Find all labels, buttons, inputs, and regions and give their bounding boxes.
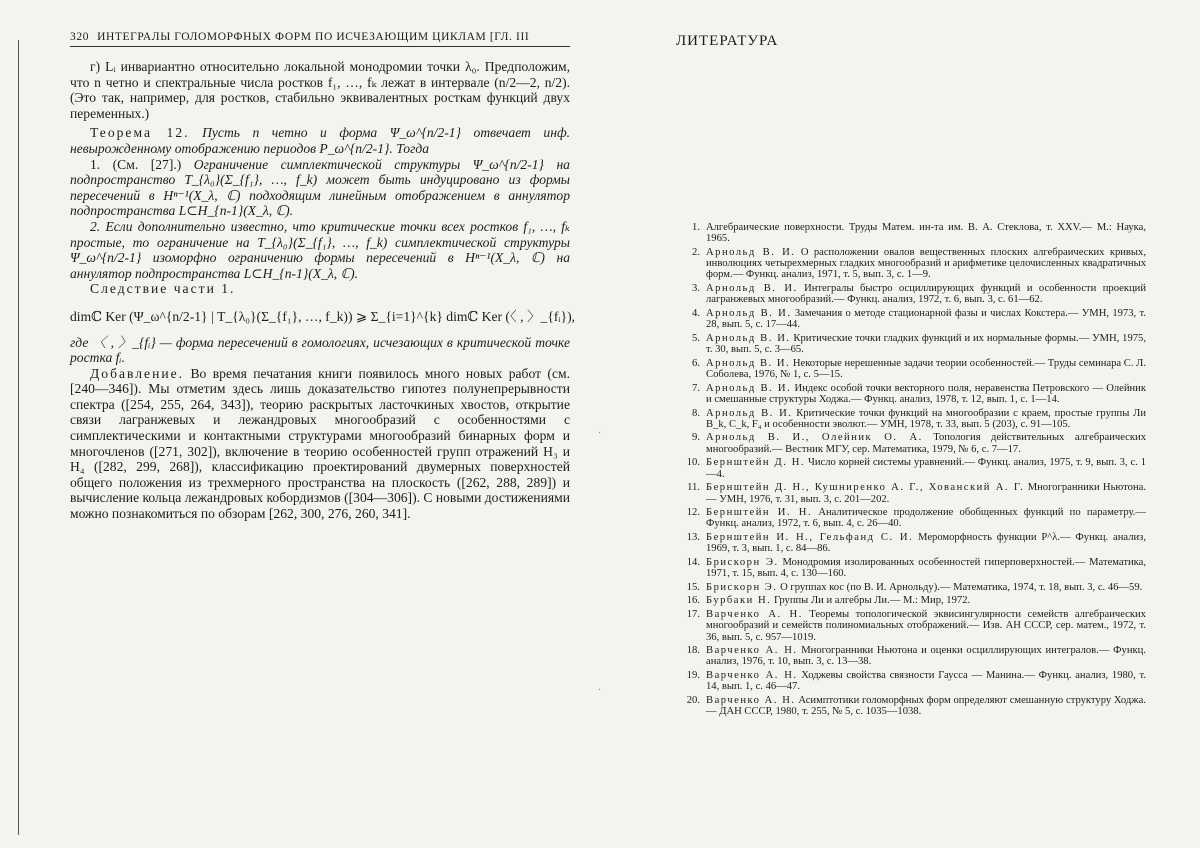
reference-text: Некоторые нерешенные задачи теории особенностей.— Труды семинара С. Л. Соболева, 1976, № 1, с. 5—15. [706, 357, 1147, 381]
reference-author: Варченко А. Н. [706, 608, 803, 620]
reference-author: Варченко А. Н. [706, 694, 796, 706]
reference-author: Арнольд В. И. [706, 246, 796, 258]
reference-text: Алгебраические поверхности. Труды Матем. ин-та им. В. А. Стеклова, т. XXV.— М.: Наука, 1965. [706, 222, 1146, 245]
reference-author: Бурбаки Н. [706, 595, 772, 607]
item1-text: Ограничение симплектической структуры Ψ_ω^{n/2-1} на подпространство T_{λ₀}(Σ_{f₁}, …, f_k) может быть индуцировано из формы пересечений в Hⁿ⁻¹(X_λ, ℂ) подходящим линейным отображением в аннулятор подпространства L⊂H_{n-1}(X_λ, ℂ). [70, 156, 570, 219]
reference-text: Монодромия изолированных особенностей гиперповерхностей.— Математика, 1971, т. 15, вып. 4, с. 130—160. [706, 556, 1146, 580]
reference-item [676, 595, 1146, 606]
reference-list [676, 222, 1146, 718]
reference-author: Арнольд В. И. [706, 382, 792, 394]
reference-item [676, 222, 1146, 245]
reference-number: 1. [692, 222, 700, 233]
running-head [70, 30, 570, 47]
reference-item [676, 532, 1146, 555]
reference-text: Топология действительных алгебраических многообразий.— Вестник МГУ, сер. Математика, 1979, № 6, с. 7—17. [706, 432, 1146, 455]
reference-number: 16. [686, 595, 700, 607]
theorem-item-1 [70, 157, 570, 219]
reference-author: Брискорн Э. [706, 556, 779, 568]
reference-text: Замечания о методе стационарной фазы и числах Кокстера.— УМН, 1973, т. 28, вып. 5, с. 17—44. [706, 307, 1146, 331]
theorem-12 [70, 125, 570, 156]
reference-author: Бернштейн И. Н., Гельфанд С. И. [706, 531, 914, 543]
reference-text: О группах кос (по В. И. Арнольду).— Математика, 1974, т. 18, вып. 3, с. 46—59. [780, 581, 1143, 593]
reference-text: Аналитическое продолжение обобщенных функций по параметру.— Функц. анализ, 1972, т. 6, вып. 4, с. 26—40. [706, 507, 1146, 530]
reference-number: 10. [686, 457, 700, 469]
reference-item [676, 645, 1146, 668]
reference-number: 18. [686, 645, 700, 657]
reference-author: Арнольд В. И., Олейник О. А. [706, 432, 923, 444]
reference-text: Индекс особой точки векторного поля, неравенства Петровского — Олейник и смешанные структуры Ходжа.— Функц. анализ, 1978, т. 12, вып. 1, с. 1—14. [706, 382, 1146, 405]
addendum [70, 366, 570, 522]
reference-number: 6. [692, 357, 700, 369]
reference-text: Теоремы топологической эквисингулярности семейств алгебраических многообразий и семейств полиномиальных отображений.— Изв. АН СССР, сер. матем., 1972, т. 36, вып. 5, с. 957—1019. [706, 608, 1146, 643]
reference-item [676, 333, 1146, 356]
reference-text: Асимптотики голоморфных форм определяют смешанную структуру Ходжа.— ДАН СССР, 1980, т. 255, № 5, с. 1035—1038. [706, 694, 1146, 718]
reference-number: 20. [686, 694, 700, 706]
reference-number: 17. [686, 608, 700, 620]
reference-number: 7. [692, 382, 700, 394]
reference-item [676, 457, 1146, 480]
running-head-title: ИНТЕГРАЛЫ ГОЛОМОРФНЫХ ФОРМ ПО ИСЧЕЗАЮЩИМ ЦИКЛАМ [ГЛ. III [97, 31, 530, 43]
reference-text: Число корней системы уравнений.— Функц. анализ, 1975, т. 9, вып. 3, с. 1—4. [706, 457, 1146, 480]
reference-text: Интегралы быстро осциллирующих функций и особенности проекций лагранжевых многообразий.— Функц. анализ, 1972, т. 6, вып. 3, с. 61—62. [706, 283, 1147, 306]
where-text: где 〈 , 〉_{fᵢ} — форма пересечений в гомологиях, исчезающих в критической точке ростка fᵢ. [70, 334, 570, 366]
reference-item [676, 247, 1146, 281]
reference-author: Арнольд В. И. [706, 407, 793, 419]
reference-author: Арнольд В. И. [706, 283, 798, 295]
reference-text: Многогранники Ньютона.— УМН, 1976, т. 31, вып. 3, с. 201—202. [706, 482, 1146, 505]
page-number: 320 [70, 31, 90, 43]
reference-text: Многогранники Ньютона и оценки осциллирующих интегралов.— Функц. анализ, 1976, т. 10, вып. 3, с. 13—38. [706, 645, 1146, 668]
page-heading: ЛИТЕРАТУРА [676, 33, 779, 49]
reference-author: Арнольд В. И. [706, 307, 792, 319]
reference-author: Варченко А. Н. [706, 645, 798, 657]
reference-number: 3. [692, 283, 700, 295]
reference-item [676, 283, 1146, 306]
reference-number: 13. [686, 531, 700, 543]
reference-item [676, 482, 1146, 505]
reference-item [676, 408, 1146, 431]
reference-number: 15. [686, 581, 700, 593]
theorem-item-2: 2. Если дополнительно известно, что критические точки всех ростков f₁, …, fₖ простые, то ограничение на T_{λ₀}(Σ_{f₁}, …, f_k) симплектической структуры Ψ_ω^{n/2-1} изоморфно ограничению формы пересечений в Hⁿ⁻¹(X_λ, ℂ) на аннулятор подпространства L⊂H_{n-1}(X_λ, ℂ). [70, 218, 570, 281]
reference-item [676, 695, 1146, 718]
reference-item [676, 358, 1146, 381]
reference-author: Арнольд В. И. [706, 357, 791, 369]
addendum-label: Добавление. [90, 365, 185, 381]
formula: dimℂ Ker (Ψ_ω^{n/2-1} | T_{λ₀}(Σ_{f₁}, …, f_k)) ⩾ Σ_{i=1}^{k} dimℂ Ker (〈 , 〉_{fᵢ}), [70, 308, 576, 324]
reference-item [676, 383, 1146, 406]
reference-number: 4. [692, 307, 700, 319]
reference-text: О расположении овалов вещественных плоских алгебраических кривых, инволюциях четырехмерных гладких многообразий и арифметике целочисленных квадратичных форм.— Функц. анализ, 1971, т. 5, вып. 3, с. 1—9. [706, 246, 1146, 281]
reference-text: Критические точки гладких функций и их нормальные формы.— УМН, 1975, т. 30, вып. 5, с. 3—65. [706, 332, 1146, 356]
corollary-label: Следствие части 1. [90, 281, 236, 297]
paragraph-g: г) Lᵢ инвариантно относительно локальной монодромии точки λ₀. Предположим, что n четно и спектральные числа ростков f₁, …, fₖ лежат в интервале (n/2—2, n/2). (Это так, например, для ростков, стабильно эквивалентных росткам функций двух переменных.) [70, 59, 570, 121]
theorem-label: Теорема 12. [90, 125, 190, 141]
reference-item [676, 432, 1146, 455]
reference-text: Ходжевы свойства связности Гаусса — Манина.— Функц. анализ, 1980, т. 14, вып. 1, с. 46—47. [706, 670, 1146, 693]
scan-speck: · [598, 428, 602, 439]
item1-prefix: 1. (См. [27].) [90, 156, 182, 172]
right-page [676, 32, 1146, 720]
addendum-text: Во время печатания книги появилось много новых работ (см. [240—346]). Мы отметим здесь лишь доказательство гипотез полунепрерывности спектра ([254, 255, 264, 343]), теорию раскрытых ласточкиных хвостов, открытие связи лагранжевых и лежандровых многообразий с особенностями с симплектическими и контактными структурами многообразий бинарных форм и многочленов ([271, 302]), включение в теорию особенностей групп отражений H₃ и H₄ ([282, 299, 268]), классификацию проектирований двумерных поверхностей общего положения из трехмерного пространства на плоскость ([262, 288, 289]) и вычисление кольца лежандровых кобордизмов ([304—306]). С новыми достижениями можно познакомиться по обзорам [262, 300, 276, 260, 341]. [70, 365, 570, 522]
reference-number: 9. [692, 432, 700, 444]
reference-number: 19. [686, 670, 700, 682]
gutter-line [18, 40, 19, 835]
reference-item [676, 557, 1146, 580]
reference-number: 11. [687, 482, 700, 494]
reference-author: Арнольд В. И. [706, 332, 791, 344]
reference-item [676, 308, 1146, 331]
reference-author: Бернштейн Д. Н. [706, 457, 806, 469]
reference-item [676, 670, 1146, 693]
reference-author: Варченко А. Н. [706, 670, 798, 682]
reference-number: 5. [692, 332, 700, 344]
reference-text: Критические точки функций на многообразии с краем, простые группы Ли B_k, C_k, F₄ и особенности эволют.— УМН, 1978, т. 33, вып. 5 (203), с. 91—105. [706, 407, 1146, 430]
reference-number: 2. [692, 246, 700, 258]
reference-author: Бернштейн И. Н. [706, 507, 813, 519]
reference-author: Бернштейн Д. Н., Кушниренко А. Г., Хованский А. Г. [706, 482, 1025, 494]
reference-item [676, 582, 1146, 593]
left-page [70, 30, 576, 522]
reference-text: Группы Ли и алгебры Ли.— М.: Мир, 1972. [773, 595, 971, 607]
reference-text: Мероморфность функции P^λ.— Функц. анализ, 1969, т. 3, вып. 1, с. 84—86. [706, 531, 1146, 555]
theorem-text: Пусть n четно и форма Ψ_ω^{n/2-1} отвечает инф. невырожденному отображению периодов P_ω^{n/2-1}. Тогда [70, 125, 570, 156]
reference-number: 12. [686, 507, 700, 519]
reference-author: Брискорн Э. [706, 581, 778, 593]
reference-number: 14. [686, 556, 700, 568]
reference-number: 8. [692, 407, 700, 419]
reference-item [676, 609, 1146, 643]
scan-speck: · [598, 685, 602, 696]
reference-item [676, 507, 1146, 530]
